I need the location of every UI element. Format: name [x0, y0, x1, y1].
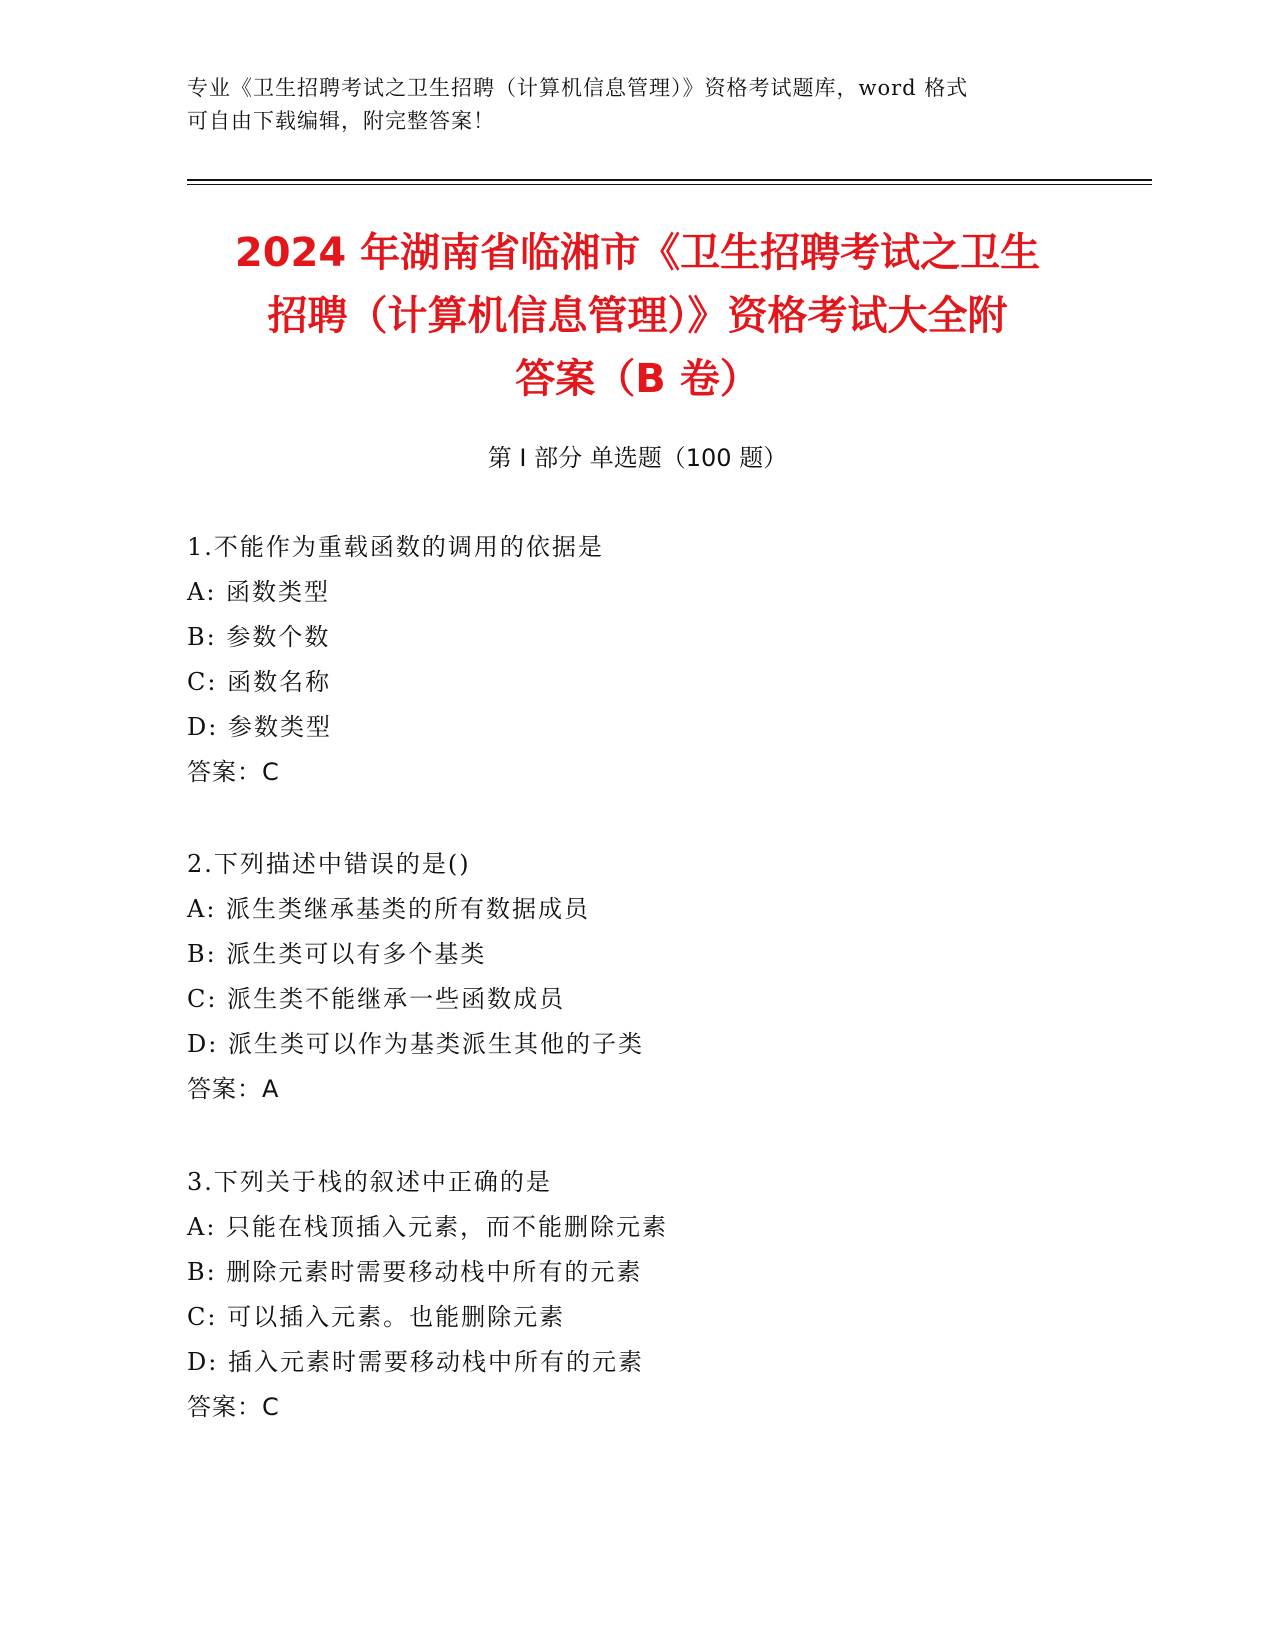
question-stem: 1.不能作为重载函数的调用的依据是 [187, 533, 604, 561]
option-b: B: 派生类可以有多个基类 [187, 940, 487, 968]
option-c: C: 派生类不能继承一些函数成员 [187, 985, 566, 1013]
title-line: 答案（B 卷） [515, 356, 760, 402]
header-note-line: 专业《卫生招聘考试之卫生招聘（计算机信息管理）》资格考试题库，word 格式 [187, 76, 969, 100]
question-stem: 3.下列关于栈的叙述中正确的是 [187, 1168, 552, 1196]
section-heading: 第 I 部分 单选题（100 题） [487, 444, 788, 472]
question-block [187, 1160, 1087, 1430]
document-title [150, 222, 1125, 411]
option-a: A: 函数类型 [187, 578, 331, 606]
title-line: 2024 年湖南省临湘市《卫生招聘考试之卫生 [234, 230, 1041, 276]
option-d: D: 插入元素时需要移动栈中所有的元素 [187, 1348, 644, 1376]
option-a: A: 只能在栈顶插入元素，而不能删除元素 [187, 1213, 669, 1241]
option-c: C: 函数名称 [187, 668, 332, 696]
header-note-line: 可自由下载编辑，附完整答案！ [187, 109, 495, 133]
answer: 答案：A [187, 1075, 280, 1103]
header-divider-thick [187, 179, 1152, 181]
question-block [187, 525, 1087, 795]
question-stem: 2.下列描述中错误的是() [187, 850, 471, 878]
option-a: A: 派生类继承基类的所有数据成员 [187, 895, 591, 923]
header-note [187, 72, 1067, 138]
option-b: B: 删除元素时需要移动栈中所有的元素 [187, 1258, 643, 1286]
question-block [187, 842, 1087, 1112]
option-d: D: 派生类可以作为基类派生其他的子类 [187, 1030, 644, 1058]
option-b: B: 参数个数 [187, 623, 331, 651]
option-c: C: 可以插入元素。也能删除元素 [187, 1303, 566, 1331]
answer: 答案：C [187, 1393, 280, 1421]
answer: 答案：C [187, 758, 280, 786]
header-divider-thin [187, 184, 1152, 185]
option-d: D: 参数类型 [187, 713, 332, 741]
title-line: 招聘（计算机信息管理）》资格考试大全附 [267, 293, 1008, 339]
